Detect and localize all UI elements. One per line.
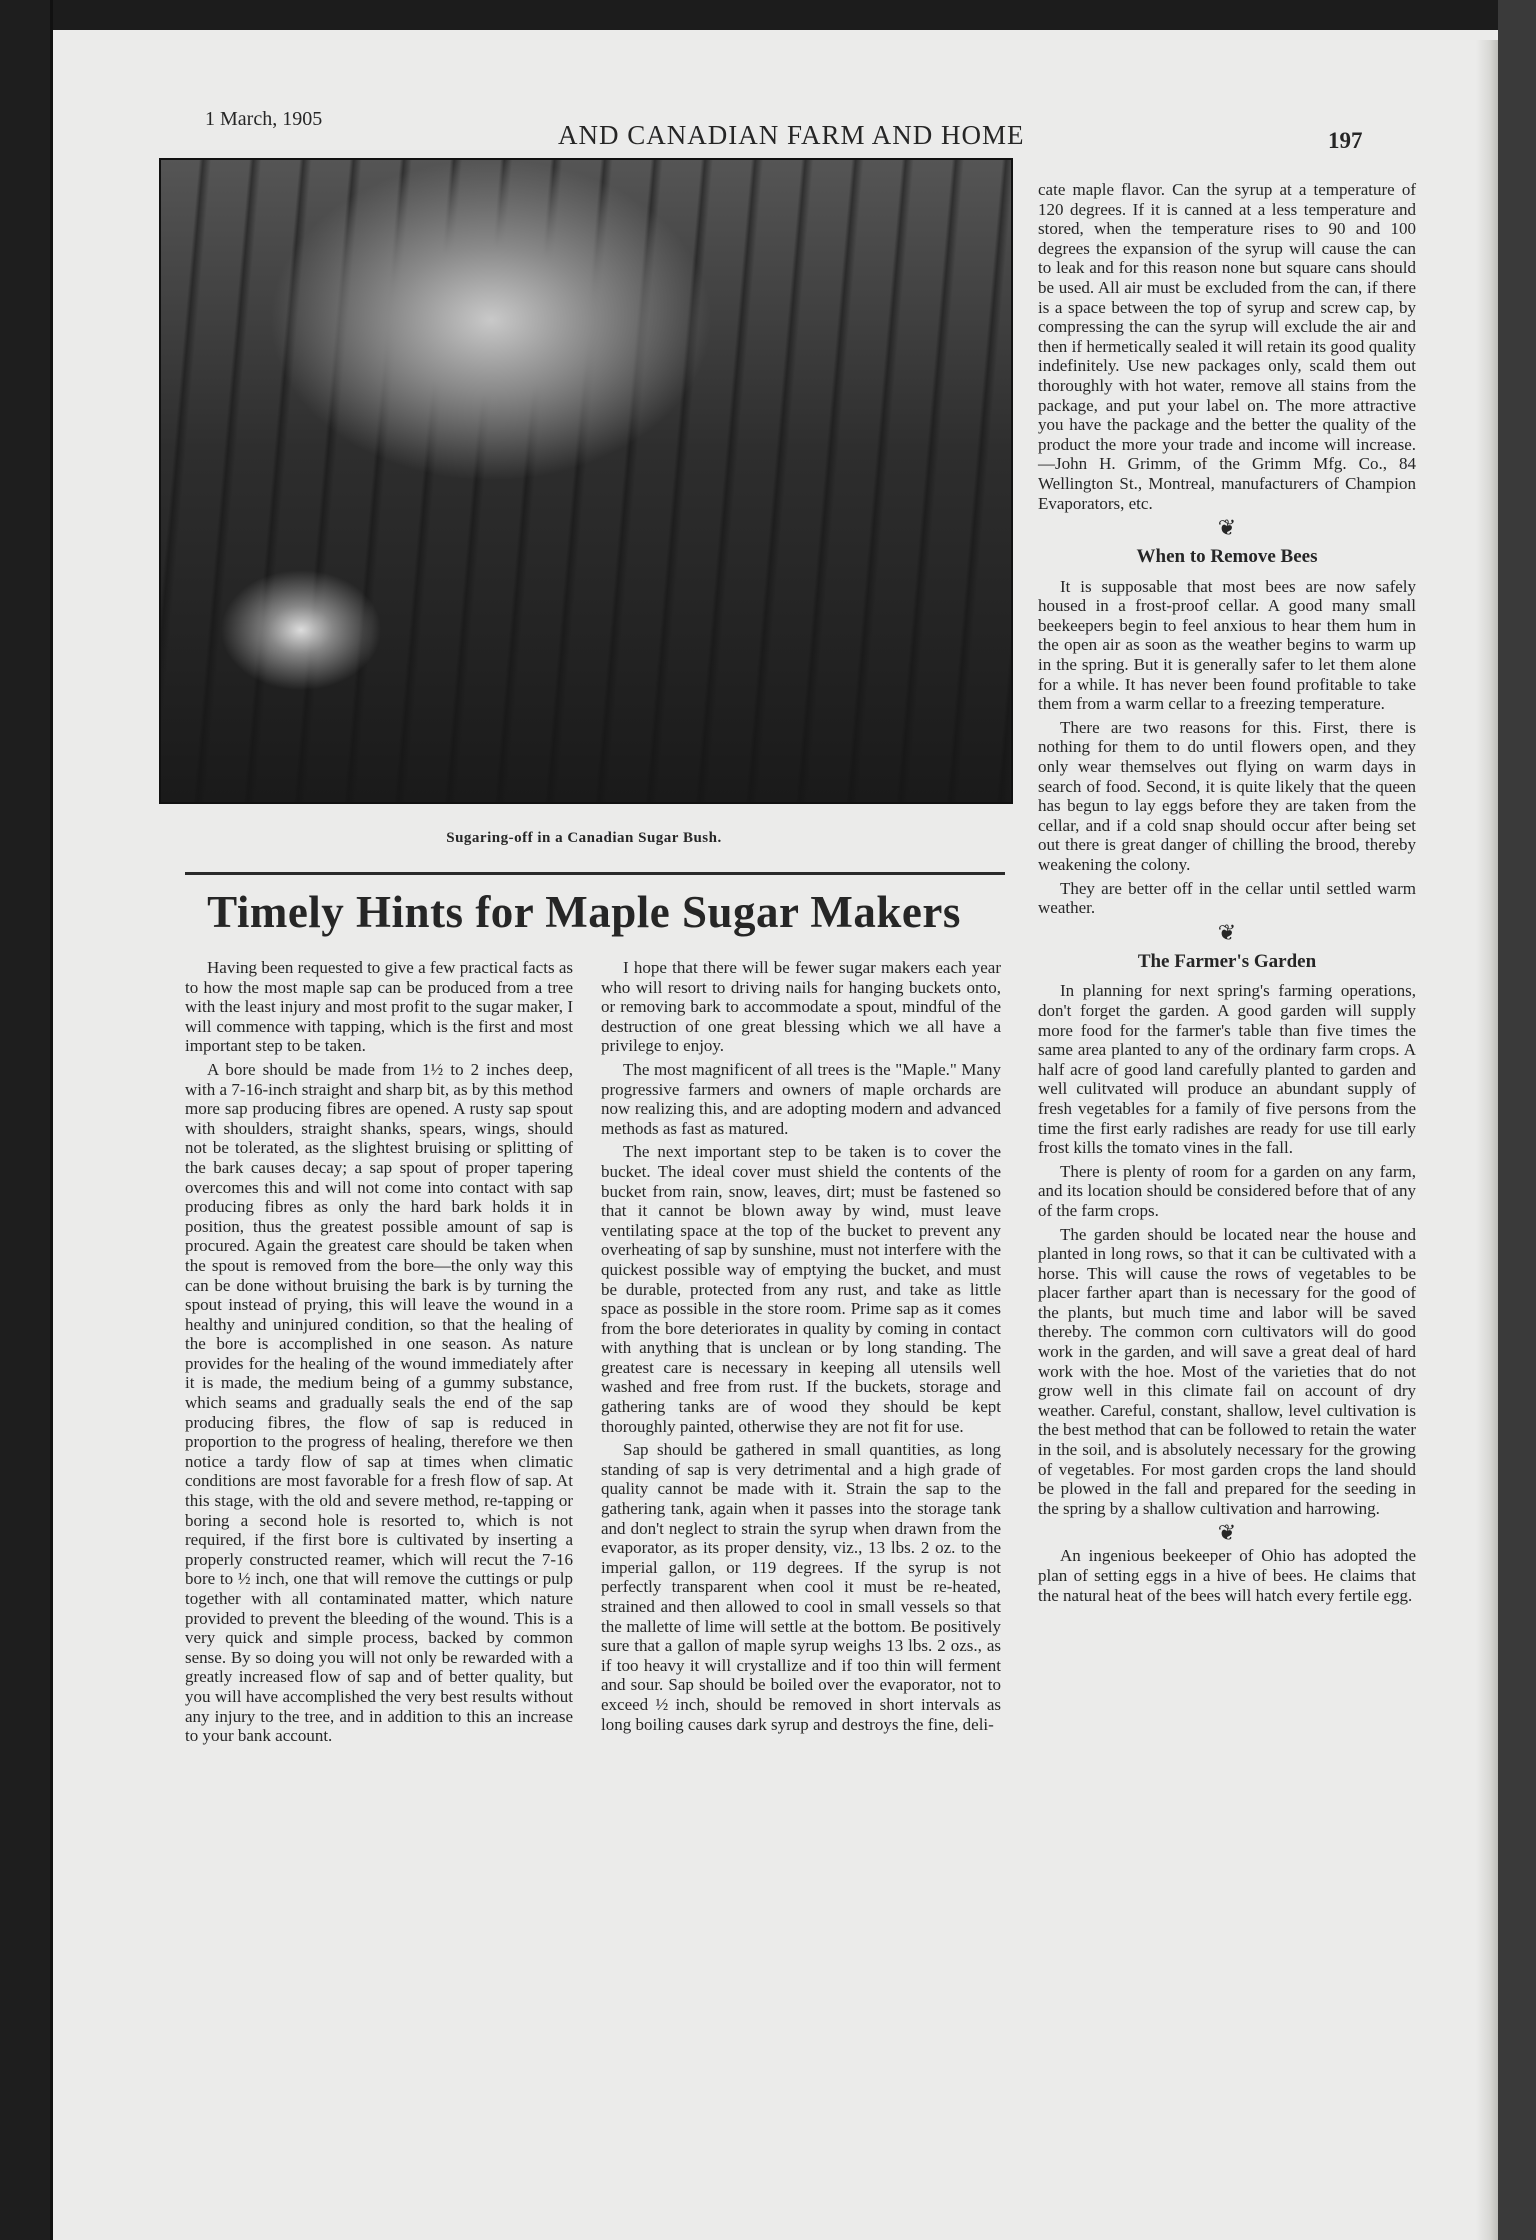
garden-paragraph: The garden should be located near the house and planted in long rows, so that it can be cultivated with a horse. This will cause the rows of vegetables to be placer farther apart than is necessary for the good of the plants, but much time and labor will be saved thereby. The common corn cultivators will do good work in the garden, and will save a great deal of hard work with the hoe. Most of the varieties that do not grow well in this climate fail on account of dry weather. Careful, constant, shallow, level cultivation is the best method that can be followed to retain the water in the soil, and is absolutely necessary for the growing of vegetables. For most garden crops the land should be plowed in the fall and prepared for the seeding in the spring by a shallow cultivation and harrowing. bbox=[1038, 1224, 1416, 1518]
article-headline: Timely Hints for Maple Sugar Makers bbox=[207, 887, 961, 937]
garden-paragraph: In planning for next spring's farming operations, don't forget the garden. A good garden will supply more food for the farmer's table than five times the same area planted to any of the ordinary farm crops. A half acre of good land carefully planted to garden and well culitvated will produce an abundant supply of fresh vegetables for a family of five persons from the time the first early radishes are ready for use till early frost kills the tomato vines in the fall. bbox=[1038, 981, 1416, 1158]
bees-paragraph: It is supposable that most bees are now safely housed in a frost-proof cellar. A good many small beekeepers begin to feel anxious to hear them hum in the open air as soon as the weather begins to warm up in the spring. But it is generally safer to let them alone for a while. It has never been found profitable to take them from a warm cellar to a freezing temperature. bbox=[1038, 576, 1416, 714]
headline-rule bbox=[185, 872, 1005, 875]
page-edge-shadow bbox=[1476, 40, 1498, 2240]
bees-section-title: When to Remove Bees bbox=[1136, 546, 1318, 568]
article-paragraph: The most magnificent of all trees is the "Maple." Many progressive farmers and owners of maple orchards are now realizing this, and are adopting modern and advanced methods as fast as matured. bbox=[601, 1059, 1001, 1138]
article-column-2 bbox=[601, 958, 1001, 1738]
issue-date: 1 March, 1905 bbox=[205, 108, 323, 130]
bees-paragraph: They are better off in the cellar until settled warm weather. bbox=[1038, 878, 1416, 918]
article-paragraph: The next important step to be taken is to cover the bucket. The ideal cover must shield the contents of the bucket from rain, snow, leaves, dirt; must be fastened so that it cannot be blown away by wind, must leave ventilating space at the top of the bucket to prevent any overheating of sap by sunshine, must not interfere with the quickest possible way of emptying the bucket, and must be durable, protected from any rust, and take as little space as possible in the store room. Prime sap as it comes from the bore deteriorates in quality by coming in contact with anything that is unclean or by long standing. The greatest care is necessary in keeping all utensils well washed and free from rust. If the buckets, storage and gathering tanks are of wood they should be kept thoroughly painted, otherwise they are not fit for use. bbox=[601, 1142, 1001, 1436]
fleuron-ornament: ❦ bbox=[1217, 515, 1237, 541]
publication-title: AND CANADIAN FARM AND HOME bbox=[558, 120, 1025, 150]
photo-caption: Sugaring-off in a Canadian Sugar Bush. bbox=[446, 830, 722, 846]
sugar-bush-photo bbox=[159, 158, 1013, 804]
fleuron-ornament: ❦ bbox=[1217, 919, 1237, 945]
page-number: 197 bbox=[1328, 128, 1363, 153]
eggs-paragraph: An ingenious beekeeper of Ohio has adopted the plan of setting eggs in a hive of bees. He claims that the natural heat of the bees will hatch every fertile egg. bbox=[1038, 1546, 1416, 1605]
article-paragraph: I hope that there will be fewer sugar makers each year who will resort to driving nails for hanging buckets onto, or removing bark to accommodate a spout, mindful of the destruction of one great blessing which we all have a privilege to enjoy. bbox=[601, 958, 1001, 1056]
scan-frame-right bbox=[1492, 0, 1536, 2240]
article-column-1 bbox=[185, 958, 573, 1750]
garden-section-title: The Farmer's Garden bbox=[1137, 950, 1317, 972]
scan-top-edge bbox=[53, 0, 1498, 30]
article-paragraph: A bore should be made from 1½ to 2 inches deep, with a 7-16-inch straight and sharp bit, as by this method more sap producing fibres are opened. A rusty sap spout with shoulders, straight shanks, spears, wings, should not be tolerated, as the slightest bruising or splitting of the bark causes decay; a sap spout of proper tapering overcomes this and will not come into contact with sap producing fibres as only the hard bark holds it in position, thus the greatest possible amount of sap is procured. Again the greatest care should be taken when the spout is removed from the bore—the only way this can be done without bruising the bark is by turning the spout instead of prying, this will leave the wound in a healthy and uninjured condition, so that the healing of the bore is accomplished in one season. As nature provides for the healing of the wound immediately after it is made, the medium being of a gummy substance, which seams and gradually seals the end of the sap producing fibres, the flow of sap is reduced in proportion to the progress of healing, therefore we then notice a tardy flow of sap at times when climatic conditions are most favorable for a fresh flow of sap. At this stage, with the old and severe method, re-tapping or boring a second hole is resorted to, which is not required, if the first bore is cultivated by inserting a properly constructed reamer, which will recut the 7-16 bore to ½ inch, one that will remove the cuttings or pulp together with all contaminated matter, which nature provided to prevent the bleeding of the wound. This is a very quick and simple process, backed by common sense. By so doing you will not only be rewarded with a greatly increased flow of sap and of better quality, but you will have accomplished the very best results without any injury to the tree, and in addition to this an increase to your bank account. bbox=[185, 1059, 573, 1746]
bees-paragraph: There are two reasons for this. First, there is nothing for them to do until flowers open, and they only wear themselves out flying on warm days in search of food. Second, it is quite likely that the queen has begun to lay eggs before they are taken from the cellar, and if a cold snap should occur after being set out there is great danger of chilling the brood, thereby weakening the colony. bbox=[1038, 717, 1416, 874]
scan-frame-left bbox=[0, 0, 50, 2240]
column-3 bbox=[1038, 180, 1416, 1609]
article-continuation: cate maple flavor. Can the syrup at a temperature of 120 degrees. If it is canned at a less temperature and stored, when the temperature rises to 90 and 100 degrees the expansion of the syrup will cause the can to leak and for this reason none but square cans should be used. All air must be excluded from the can, if there is a space between the top of syrup and screw cap, by compressing the can the syrup will exclude the air and then if hermetically sealed it will retain its good quality indefinitely. Use new packages only, scald them out thoroughly with hot water, remove all stains from the package, and put your label on. The more attractive you have the package and the better the quality of the product the more your trade and income will increase.—John H. Grimm, of the Grimm Mfg. Co., 84 Wellington St., Montreal, manufacturers of Champion Evaporators, etc. bbox=[1038, 180, 1416, 513]
garden-paragraph: There is plenty of room for a garden on any farm, and its location should be considered before that of any of the farm crops. bbox=[1038, 1161, 1416, 1220]
article-paragraph: Having been requested to give a few practical facts as to how the most maple sap can be produced from a tree with the least injury and most profit to the sugar maker, I will commence with tapping, which is the first and most important step to be taken. bbox=[185, 958, 573, 1056]
article-paragraph: Sap should be gathered in small quantities, as long standing of sap is very detrimental and a high grade of quality cannot be made with it. Strain the sap to the gathering tank, again when it passes into the storage tank and don't neglect to strain the syrup when drawn from the evaporator, as its proper density, viz., 13 lbs. 2 oz. to the imperial gallon, or 119 degrees. If the syrup is not perfectly transparent when cool it must be re-heated, strained and then allowed to cool in small vessels so that the mallette of lime will settle at the bottom. Be positively sure that a gallon of maple syrup weighs 13 lbs. 2 ozs., as if too heavy it will crystallize and if too thin will ferment and sour. Sap should be boiled over the evaporator, not to exceed ½ inch, should be removed in short intervals as long boiling causes dark syrup and destroys the fine, deli- bbox=[601, 1440, 1001, 1734]
newspaper-page bbox=[50, 0, 1498, 2240]
fleuron-ornament: ❦ bbox=[1217, 1520, 1237, 1546]
